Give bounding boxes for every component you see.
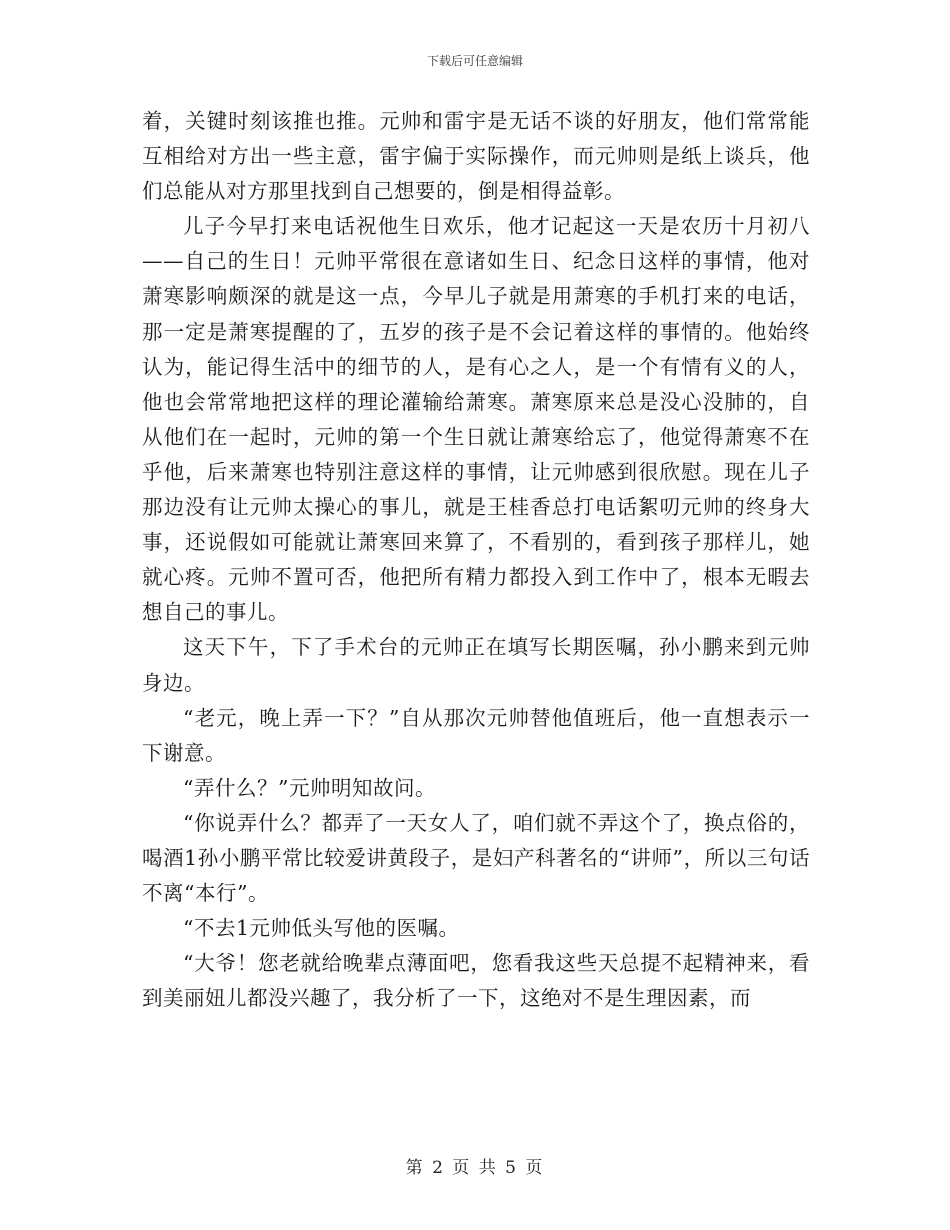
page-header: 下载后可任意编辑	[426, 54, 523, 68]
paragraph-5: “弄什么？”元帅明知故问。	[183, 775, 436, 800]
paragraph-2: 儿子今早打来电话祝他生日欢乐，他才记起这一天是农历十月初八——自己的生日！元帅平常很在意诸如生日、纪念日这样的事情，他对萧寒影响颇深的就是这一点，今早儿子就是用萧寒的手机打来的电话，那一定是萧寒提醒的了，五岁的孩子是不会记着这样的事情的。他始终认为，能记得生活中的细节的人，是有心之人，是一个有情有义的人，他也会常常地把这样的理论灌输给萧寒。萧寒原来总是没心没肺的，自从他们在一起时，元帅的第一个生日就让萧寒给忘了，他觉得萧寒不在乎他，后来萧寒也特别注意这样的事情，让元帅感到很欣慰。现在儿子那边没有让元帅太操心的事儿，就是王桂香总打电话絮叨元帅的终身大事，还说假如可能就让萧寒回来算了，不看别的，看到孩子那样儿，她就心疼。元帅不置可否，他把所有精力都投入到工作中了，根本无暇去想自己的事儿。	[142, 214, 810, 625]
page-number: 第 2 页 共 5 页	[405, 1158, 545, 1178]
document-body	[142, 104, 810, 1016]
paragraph-6: “你说弄什么？都弄了一天女人了，咱们就不弄这个了，换点俗的，喝酒1孙小鹏平常比较爱讲黄段子，是妇产科著名的“讲师”，所以三句话不离“本行”。	[142, 810, 810, 906]
paragraph-1: 着，关键时刻该推也推。元帅和雷宇是无话不谈的好朋友，他们常常能互相给对方出一些主意，雷宇偏于实际操作，而元帅则是纸上谈兵，他们总能从对方那里找到自己想要的，倒是相得益彰。	[142, 109, 810, 204]
paragraph-3: 这天下午，下了手术台的元帅正在填写长期医嘱，孙小鹏来到元帅身边。	[142, 635, 810, 695]
paragraph-7: “不去1元帅低头写他的医嘱。	[183, 916, 460, 941]
paragraph-4: “老元，晚上弄一下？”自从那次元帅替他值班后，他一直想表示一下谢意。	[142, 705, 810, 765]
paragraph-8: “大爷！您老就给晚辈点薄面吧，您看我这些天总提不起精神来，看到美丽妞儿都没兴趣了，我分析了一下，这绝对不是生理因素，而	[142, 951, 810, 1011]
